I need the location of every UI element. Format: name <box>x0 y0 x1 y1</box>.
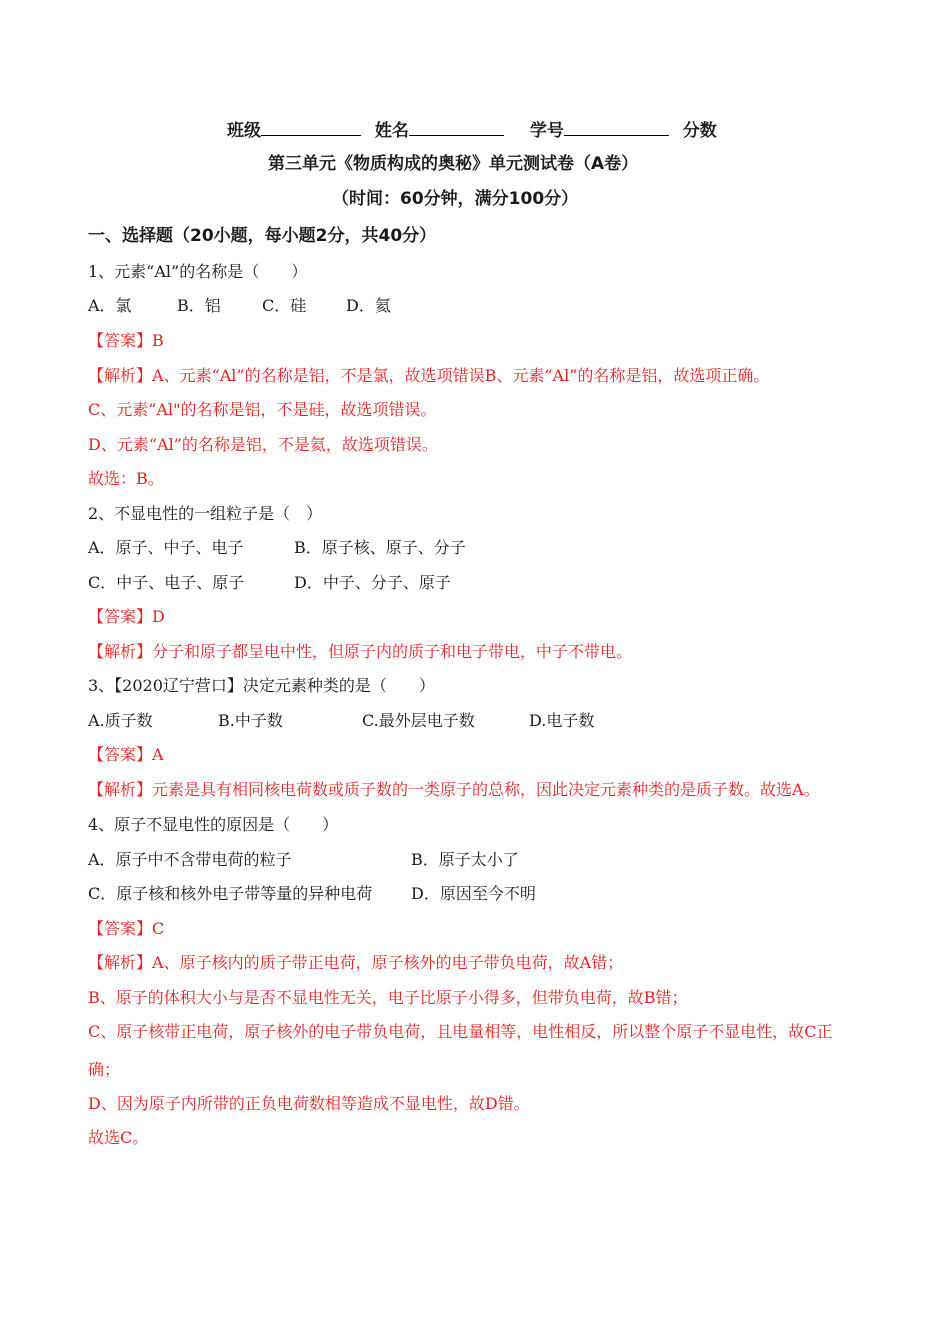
question-2-answer <box>88 607 165 627</box>
q1-option-d: D．氦 <box>346 296 391 315</box>
analysis-text: A、元素“Al”的名称是铝，不是氯，故选项错误B、元素“Al”的名称是铝，故选项正确。 <box>152 366 770 385</box>
question-1-analysis-line-1 <box>88 366 769 386</box>
student-info-line <box>227 119 717 141</box>
question-3-stem: 3、【2020辽宁营口】决定元素种类的是（ ） <box>88 676 435 695</box>
answer-tag: 【答案】 <box>88 745 153 764</box>
page-title: 第三单元《物质构成的奥秘》单元测试卷（A卷） <box>268 154 639 174</box>
question-4-analysis-line-2: B、原子的体积大小与是否不显电性无关，电子比原子小得多，但带负电荷，故B错； <box>88 988 688 1007</box>
analysis-tag: 【解析】 <box>88 642 153 661</box>
page-subtitle: （时间：60分钟，满分100分） <box>332 189 579 209</box>
q4-option-c: C．原子核和核外电子带等量的异种电荷 <box>88 884 373 903</box>
analysis-text: A、原子核内的质子带正电荷，原子核外的电子带负电荷，故A错； <box>152 953 624 972</box>
answer-tag: 【答案】 <box>88 331 153 350</box>
question-1-stem: 1、元素“Al”的名称是（ ） <box>88 262 308 281</box>
question-3-analysis <box>88 780 820 800</box>
q3-option-d: D.电子数 <box>529 711 595 730</box>
answer-value: B <box>152 331 164 350</box>
analysis-tag: 【解析】 <box>88 366 153 385</box>
name-label: 姓名 <box>374 121 409 141</box>
question-1-analysis-line-4: 故选：B。 <box>88 469 164 488</box>
answer-value: C <box>152 919 165 938</box>
analysis-tag: 【解析】 <box>88 780 153 799</box>
analysis-text: 分子和原子都呈电中性，但原子内的质子和电子带电，中子不带电。 <box>152 642 633 661</box>
q2-option-d: D．中子、分子、原子 <box>294 573 451 592</box>
question-4-analysis-line-6: 故选C。 <box>88 1128 149 1147</box>
question-1-analysis-line-3: D、元素“Al”的名称是铝，不是氦，故选项错误。 <box>88 435 438 454</box>
question-4-stem: 4、原子不显电性的原因是（ ） <box>88 815 339 834</box>
question-4-answer <box>88 919 164 939</box>
id-blank <box>564 119 669 136</box>
analysis-tag: 【解析】 <box>88 953 153 972</box>
question-1-analysis-line-2: C、元素“Al"的名称是铝，不是硅，故选项错误。 <box>88 400 437 419</box>
q1-option-b: B．铝 <box>177 296 221 315</box>
score-label: 分数 <box>682 121 717 141</box>
question-1-answer <box>88 331 164 351</box>
answer-tag: 【答案】 <box>88 607 153 626</box>
q4-option-a: A．原子中不含带电荷的粒子 <box>88 850 292 869</box>
question-4-analysis-line-4: 确； <box>88 1060 121 1079</box>
question-4-analysis-line-1 <box>88 953 623 973</box>
question-2-analysis <box>88 642 632 662</box>
q3-option-c: C.最外层电子数 <box>362 711 475 730</box>
class-label: 班级 <box>227 121 261 141</box>
q2-option-b: B．原子核、原子、分子 <box>294 538 466 557</box>
q2-option-a: A．原子、中子、电子 <box>88 538 244 557</box>
class-blank <box>261 119 361 136</box>
q1-option-c: C．硅 <box>262 296 307 315</box>
name-blank <box>409 119 504 136</box>
section-title: 一、选择题（20小题，每小题2分，共40分） <box>88 226 437 246</box>
answer-tag: 【答案】 <box>88 919 153 938</box>
q4-option-d: D．原因至今不明 <box>411 884 536 903</box>
q2-option-c: C．中子、电子、原子 <box>88 573 245 592</box>
q4-option-b: B．原子太小了 <box>411 850 519 869</box>
question-2-stem: 2、不显电性的一组粒子是（ ） <box>88 504 323 523</box>
q3-option-b: B.中子数 <box>218 711 283 730</box>
id-label: 学号 <box>529 121 564 141</box>
answer-value: D <box>152 607 165 626</box>
question-4-analysis-line-5: D、因为原子内所带的正负电荷数相等造成不显电性，故D错。 <box>88 1094 530 1113</box>
question-3-answer <box>88 745 164 765</box>
answer-value: A <box>152 745 164 764</box>
q3-option-a: A.质子数 <box>88 711 153 730</box>
q1-option-a: A．氯 <box>88 296 132 315</box>
analysis-text: 元素是具有相同核电荷数或质子数的一类原子的总称，因此决定元素种类的是质子数。故选A。 <box>152 780 820 799</box>
question-4-analysis-line-3: C、原子核带正电荷，原子核外的电子带负电荷，且电量相等，电性相反，所以整个原子不显电性，故C正 <box>88 1022 833 1041</box>
